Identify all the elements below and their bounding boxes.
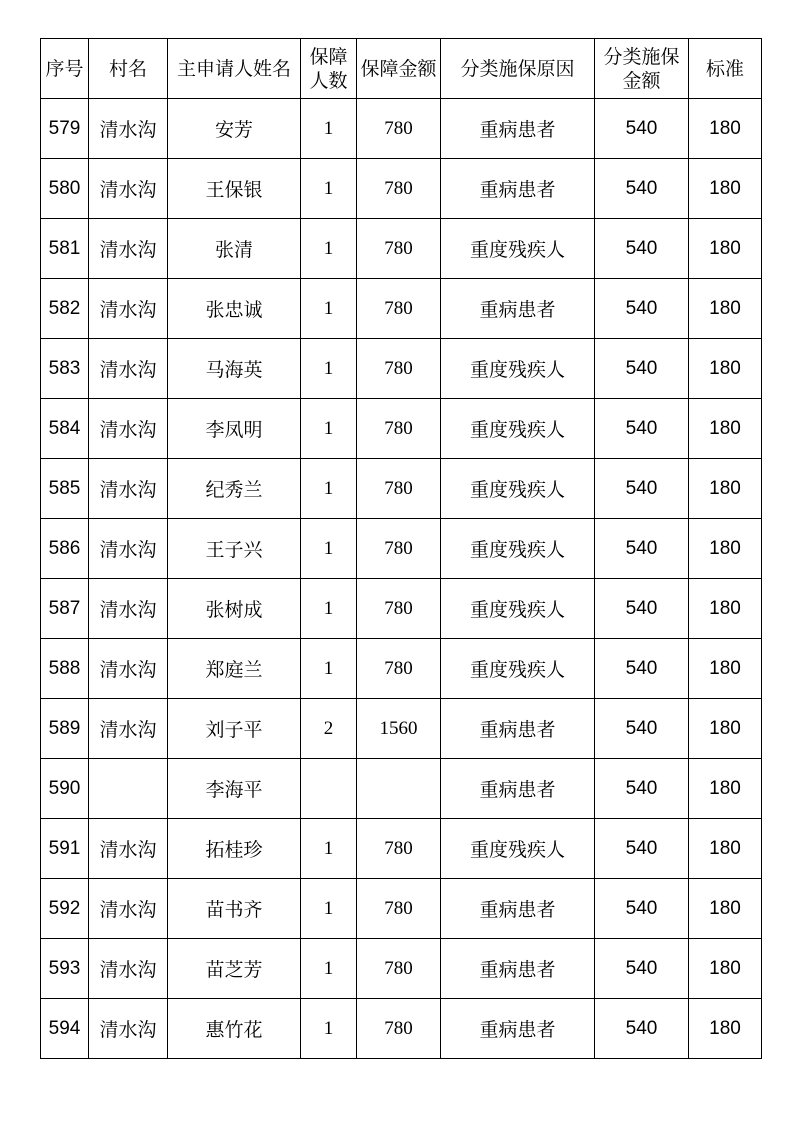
header-class-amount: 分类施保金额 [595,39,689,99]
cell-no: 589 [41,699,89,759]
cell-class-amount: 540 [595,99,689,159]
cell-reason: 重病患者 [441,699,595,759]
cell-applicant-name: 惠竹花 [168,999,301,1059]
cell-no: 586 [41,519,89,579]
cell-amount: 780 [357,819,441,879]
cell-reason: 重病患者 [441,999,595,1059]
cell-standard: 180 [689,999,762,1059]
cell-class-amount: 540 [595,579,689,639]
cell-amount: 780 [357,219,441,279]
table-row [41,819,762,879]
cell-no: 591 [41,819,89,879]
header-row [41,39,762,99]
cell-village: 清水沟 [89,279,168,339]
table-body [41,99,762,1059]
cell-standard: 180 [689,459,762,519]
cell-no: 580 [41,159,89,219]
cell-amount: 780 [357,279,441,339]
header-standard: 标准 [689,39,762,99]
cell-reason: 重度残疾人 [441,339,595,399]
cell-standard: 180 [689,279,762,339]
cell-village: 清水沟 [89,399,168,459]
cell-amount: 780 [357,999,441,1059]
cell-reason: 重度残疾人 [441,639,595,699]
cell-class-amount: 540 [595,159,689,219]
header-applicant-name: 主申请人姓名 [168,39,301,99]
table-row [41,159,762,219]
cell-applicant-name: 刘子平 [168,699,301,759]
cell-village: 清水沟 [89,519,168,579]
cell-no: 588 [41,639,89,699]
cell-applicant-name: 李凤明 [168,399,301,459]
header-village: 村名 [89,39,168,99]
cell-class-amount: 540 [595,459,689,519]
table-row [41,939,762,999]
table-row [41,759,762,819]
table-row [41,339,762,399]
cell-applicant-name: 纪秀兰 [168,459,301,519]
cell-amount: 780 [357,399,441,459]
table-row [41,579,762,639]
cell-amount: 780 [357,639,441,699]
cell-standard: 180 [689,399,762,459]
cell-amount [357,759,441,819]
cell-class-amount: 540 [595,699,689,759]
cell-class-amount: 540 [595,999,689,1059]
cell-class-amount: 540 [595,939,689,999]
cell-reason: 重病患者 [441,879,595,939]
cell-village: 清水沟 [89,699,168,759]
cell-persons: 2 [301,699,357,759]
header-amount: 保障金额 [357,39,441,99]
cell-persons: 1 [301,819,357,879]
cell-persons: 1 [301,159,357,219]
cell-amount: 1560 [357,699,441,759]
cell-amount: 780 [357,339,441,399]
cell-persons: 1 [301,579,357,639]
cell-no: 593 [41,939,89,999]
cell-no: 590 [41,759,89,819]
cell-village: 清水沟 [89,879,168,939]
cell-reason: 重病患者 [441,759,595,819]
cell-class-amount: 540 [595,819,689,879]
cell-class-amount: 540 [595,519,689,579]
cell-standard: 180 [689,639,762,699]
cell-village: 清水沟 [89,99,168,159]
cell-village: 清水沟 [89,999,168,1059]
cell-applicant-name: 安芳 [168,99,301,159]
cell-standard: 180 [689,339,762,399]
cell-standard: 180 [689,219,762,279]
header-reason: 分类施保原因 [441,39,595,99]
table-row [41,879,762,939]
cell-class-amount: 540 [595,639,689,699]
cell-village: 清水沟 [89,219,168,279]
cell-applicant-name: 李海平 [168,759,301,819]
cell-no: 579 [41,99,89,159]
cell-applicant-name: 苗书齐 [168,879,301,939]
cell-amount: 780 [357,879,441,939]
cell-village: 清水沟 [89,159,168,219]
cell-no: 583 [41,339,89,399]
cell-class-amount: 540 [595,339,689,399]
cell-standard: 180 [689,159,762,219]
cell-amount: 780 [357,159,441,219]
cell-amount: 780 [357,519,441,579]
cell-class-amount: 540 [595,279,689,339]
cell-persons [301,759,357,819]
cell-applicant-name: 张树成 [168,579,301,639]
cell-standard: 180 [689,939,762,999]
cell-village: 清水沟 [89,579,168,639]
cell-no: 581 [41,219,89,279]
cell-no: 594 [41,999,89,1059]
cell-applicant-name: 苗芝芳 [168,939,301,999]
cell-standard: 180 [689,819,762,879]
cell-class-amount: 540 [595,399,689,459]
cell-standard: 180 [689,759,762,819]
cell-persons: 1 [301,339,357,399]
cell-standard: 180 [689,519,762,579]
cell-persons: 1 [301,219,357,279]
table-header [41,39,762,99]
cell-reason: 重度残疾人 [441,819,595,879]
cell-persons: 1 [301,279,357,339]
cell-class-amount: 540 [595,219,689,279]
cell-amount: 780 [357,99,441,159]
cell-village: 清水沟 [89,459,168,519]
cell-no: 584 [41,399,89,459]
table-row [41,519,762,579]
cell-applicant-name: 拓桂珍 [168,819,301,879]
cell-village: 清水沟 [89,819,168,879]
cell-applicant-name: 王子兴 [168,519,301,579]
cell-village: 清水沟 [89,639,168,699]
table-row [41,999,762,1059]
cell-no: 585 [41,459,89,519]
table-row [41,219,762,279]
cell-reason: 重病患者 [441,99,595,159]
cell-village: 清水沟 [89,339,168,399]
cell-no: 592 [41,879,89,939]
cell-reason: 重度残疾人 [441,579,595,639]
cell-persons: 1 [301,459,357,519]
cell-applicant-name: 张忠诚 [168,279,301,339]
cell-reason: 重病患者 [441,279,595,339]
cell-persons: 1 [301,399,357,459]
cell-reason: 重病患者 [441,159,595,219]
cell-village [89,759,168,819]
cell-reason: 重度残疾人 [441,459,595,519]
cell-applicant-name: 王保银 [168,159,301,219]
cell-persons: 1 [301,939,357,999]
cell-reason: 重度残疾人 [441,519,595,579]
cell-village: 清水沟 [89,939,168,999]
cell-standard: 180 [689,579,762,639]
cell-persons: 1 [301,639,357,699]
cell-persons: 1 [301,879,357,939]
table-row [41,399,762,459]
table-row [41,699,762,759]
cell-no: 587 [41,579,89,639]
header-persons: 保障人数 [301,39,357,99]
table-row [41,459,762,519]
cell-reason: 重度残疾人 [441,399,595,459]
cell-persons: 1 [301,99,357,159]
table-row [41,639,762,699]
cell-standard: 180 [689,879,762,939]
cell-persons: 1 [301,999,357,1059]
cell-reason: 重度残疾人 [441,219,595,279]
assistance-roster-table [40,38,762,1059]
header-no: 序号 [41,39,89,99]
cell-standard: 180 [689,699,762,759]
table-row [41,99,762,159]
cell-class-amount: 540 [595,759,689,819]
cell-applicant-name: 张清 [168,219,301,279]
cell-no: 582 [41,279,89,339]
table-row [41,279,762,339]
cell-applicant-name: 马海英 [168,339,301,399]
cell-applicant-name: 郑庭兰 [168,639,301,699]
cell-persons: 1 [301,519,357,579]
cell-amount: 780 [357,939,441,999]
cell-standard: 180 [689,99,762,159]
cell-amount: 780 [357,459,441,519]
cell-class-amount: 540 [595,879,689,939]
cell-amount: 780 [357,579,441,639]
cell-reason: 重病患者 [441,939,595,999]
